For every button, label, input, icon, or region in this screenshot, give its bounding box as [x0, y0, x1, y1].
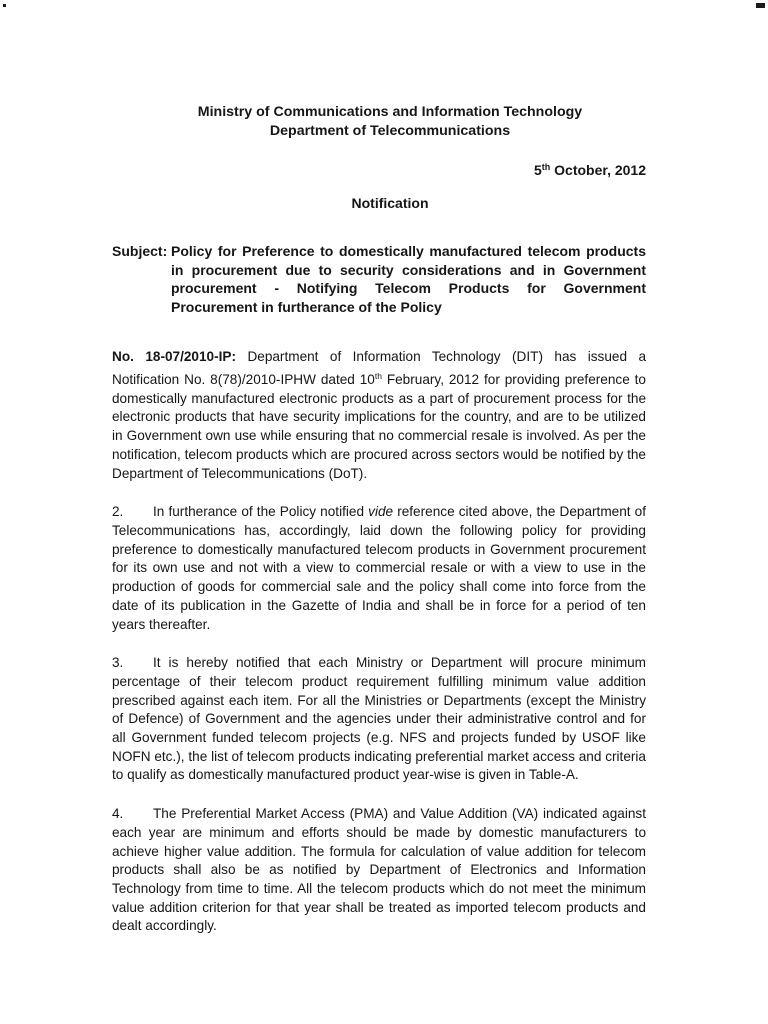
document-page: [112, 103, 646, 936]
reference-number: No. 18-07/2010-IP:: [112, 349, 237, 365]
paragraph-4: [112, 805, 646, 936]
paragraph-2-number: 2.: [112, 504, 124, 520]
paragraph-3-text: It is hereby notified that each Ministry or Department will procure minimum percentage of their telecom product requirement fulfilling minimum value addition prescribed against each item. For all the Ministries or Departments (except the Ministry of Defence) of Government and the agencies under their administrative control and for all Government funded telecom projects (e.g. NFS and projects funded by USOF like NOFN etc.), the list of telecom products indicating preferential market access and criteria to qualify as domestically manufactured product year-wise is given in Table-A.: [112, 655, 646, 783]
notification-title: Notification: [351, 195, 429, 211]
date-day: 5: [533, 162, 542, 178]
paragraph-1-sup: th: [374, 371, 382, 382]
ministry-heading: Ministry of Communications and Information Technology: [197, 104, 583, 120]
paragraph-2-text-a: In furtherance of the Policy notified: [153, 504, 369, 520]
paragraph-1-text-b: February, 2012 for providing preference to domestically manufactured electronic products as a part of procurement process for the electronic products that have security implications for the country, and are to be utilized in Government own use while ensuring that no commercial resale is involved. As per the notification, telecom products which are procured across sectors would be notified by the Department of Telecommunications (DoT).: [112, 372, 646, 481]
scan-mark-left: [3, 4, 6, 7]
paragraph-2-italic: vide: [368, 504, 394, 520]
paragraph-3-number: 3.: [112, 655, 124, 671]
paragraph-1: [112, 348, 646, 483]
paragraph-2: [112, 503, 646, 634]
paragraph-4-text: The Preferential Market Access (PMA) and Value Addition (VA) indicated against each year are minimum and efforts should be made by domestic manufacturers to achieve higher value addition. The formula for calculation of value addition for telecom products shall also be as notified by Department of Electronics and Information Technology from time to time. All the telecom products which do not meet the minimum value addition criterion for that year shall be treated as imported telecom products and dealt accordingly.: [112, 806, 646, 934]
scan-mark-right: [756, 3, 765, 8]
subject-block: [112, 242, 646, 316]
date-rest: October, 2012: [554, 162, 646, 178]
department-heading: Department of Telecommunications: [269, 123, 511, 139]
paragraph-3: [112, 654, 646, 785]
paragraph-2-text-b: reference cited above, the Department of Telecommunications has, accordingly, laid down the following policy for providing preference to domestically manufactured telecom products in Government procurement for its own use and not with a view to commercial resale or with a view to use in the production of goods for commercial sale and the policy shall come into force from the date of its publication in the Gazette of India and shall be in force for a period of ten years thereafter.: [112, 504, 646, 632]
subject-text: Policy for Preference to domestically manufactured telecom products in procurement due to security considerations and in Government procurement - Notifying Telecom Products for Government Procurement in furtherance of the Policy: [171, 243, 646, 315]
paragraph-4-number: 4.: [112, 806, 124, 822]
document-date: [112, 158, 646, 180]
paragraph-1-text-a: Department of Information Technology (DIT) has issued a Notification No. 8(78)/2010-IPHW dated 10: [112, 349, 647, 388]
subject-label: Subject:: [112, 243, 168, 259]
date-suffix: th: [541, 162, 551, 172]
